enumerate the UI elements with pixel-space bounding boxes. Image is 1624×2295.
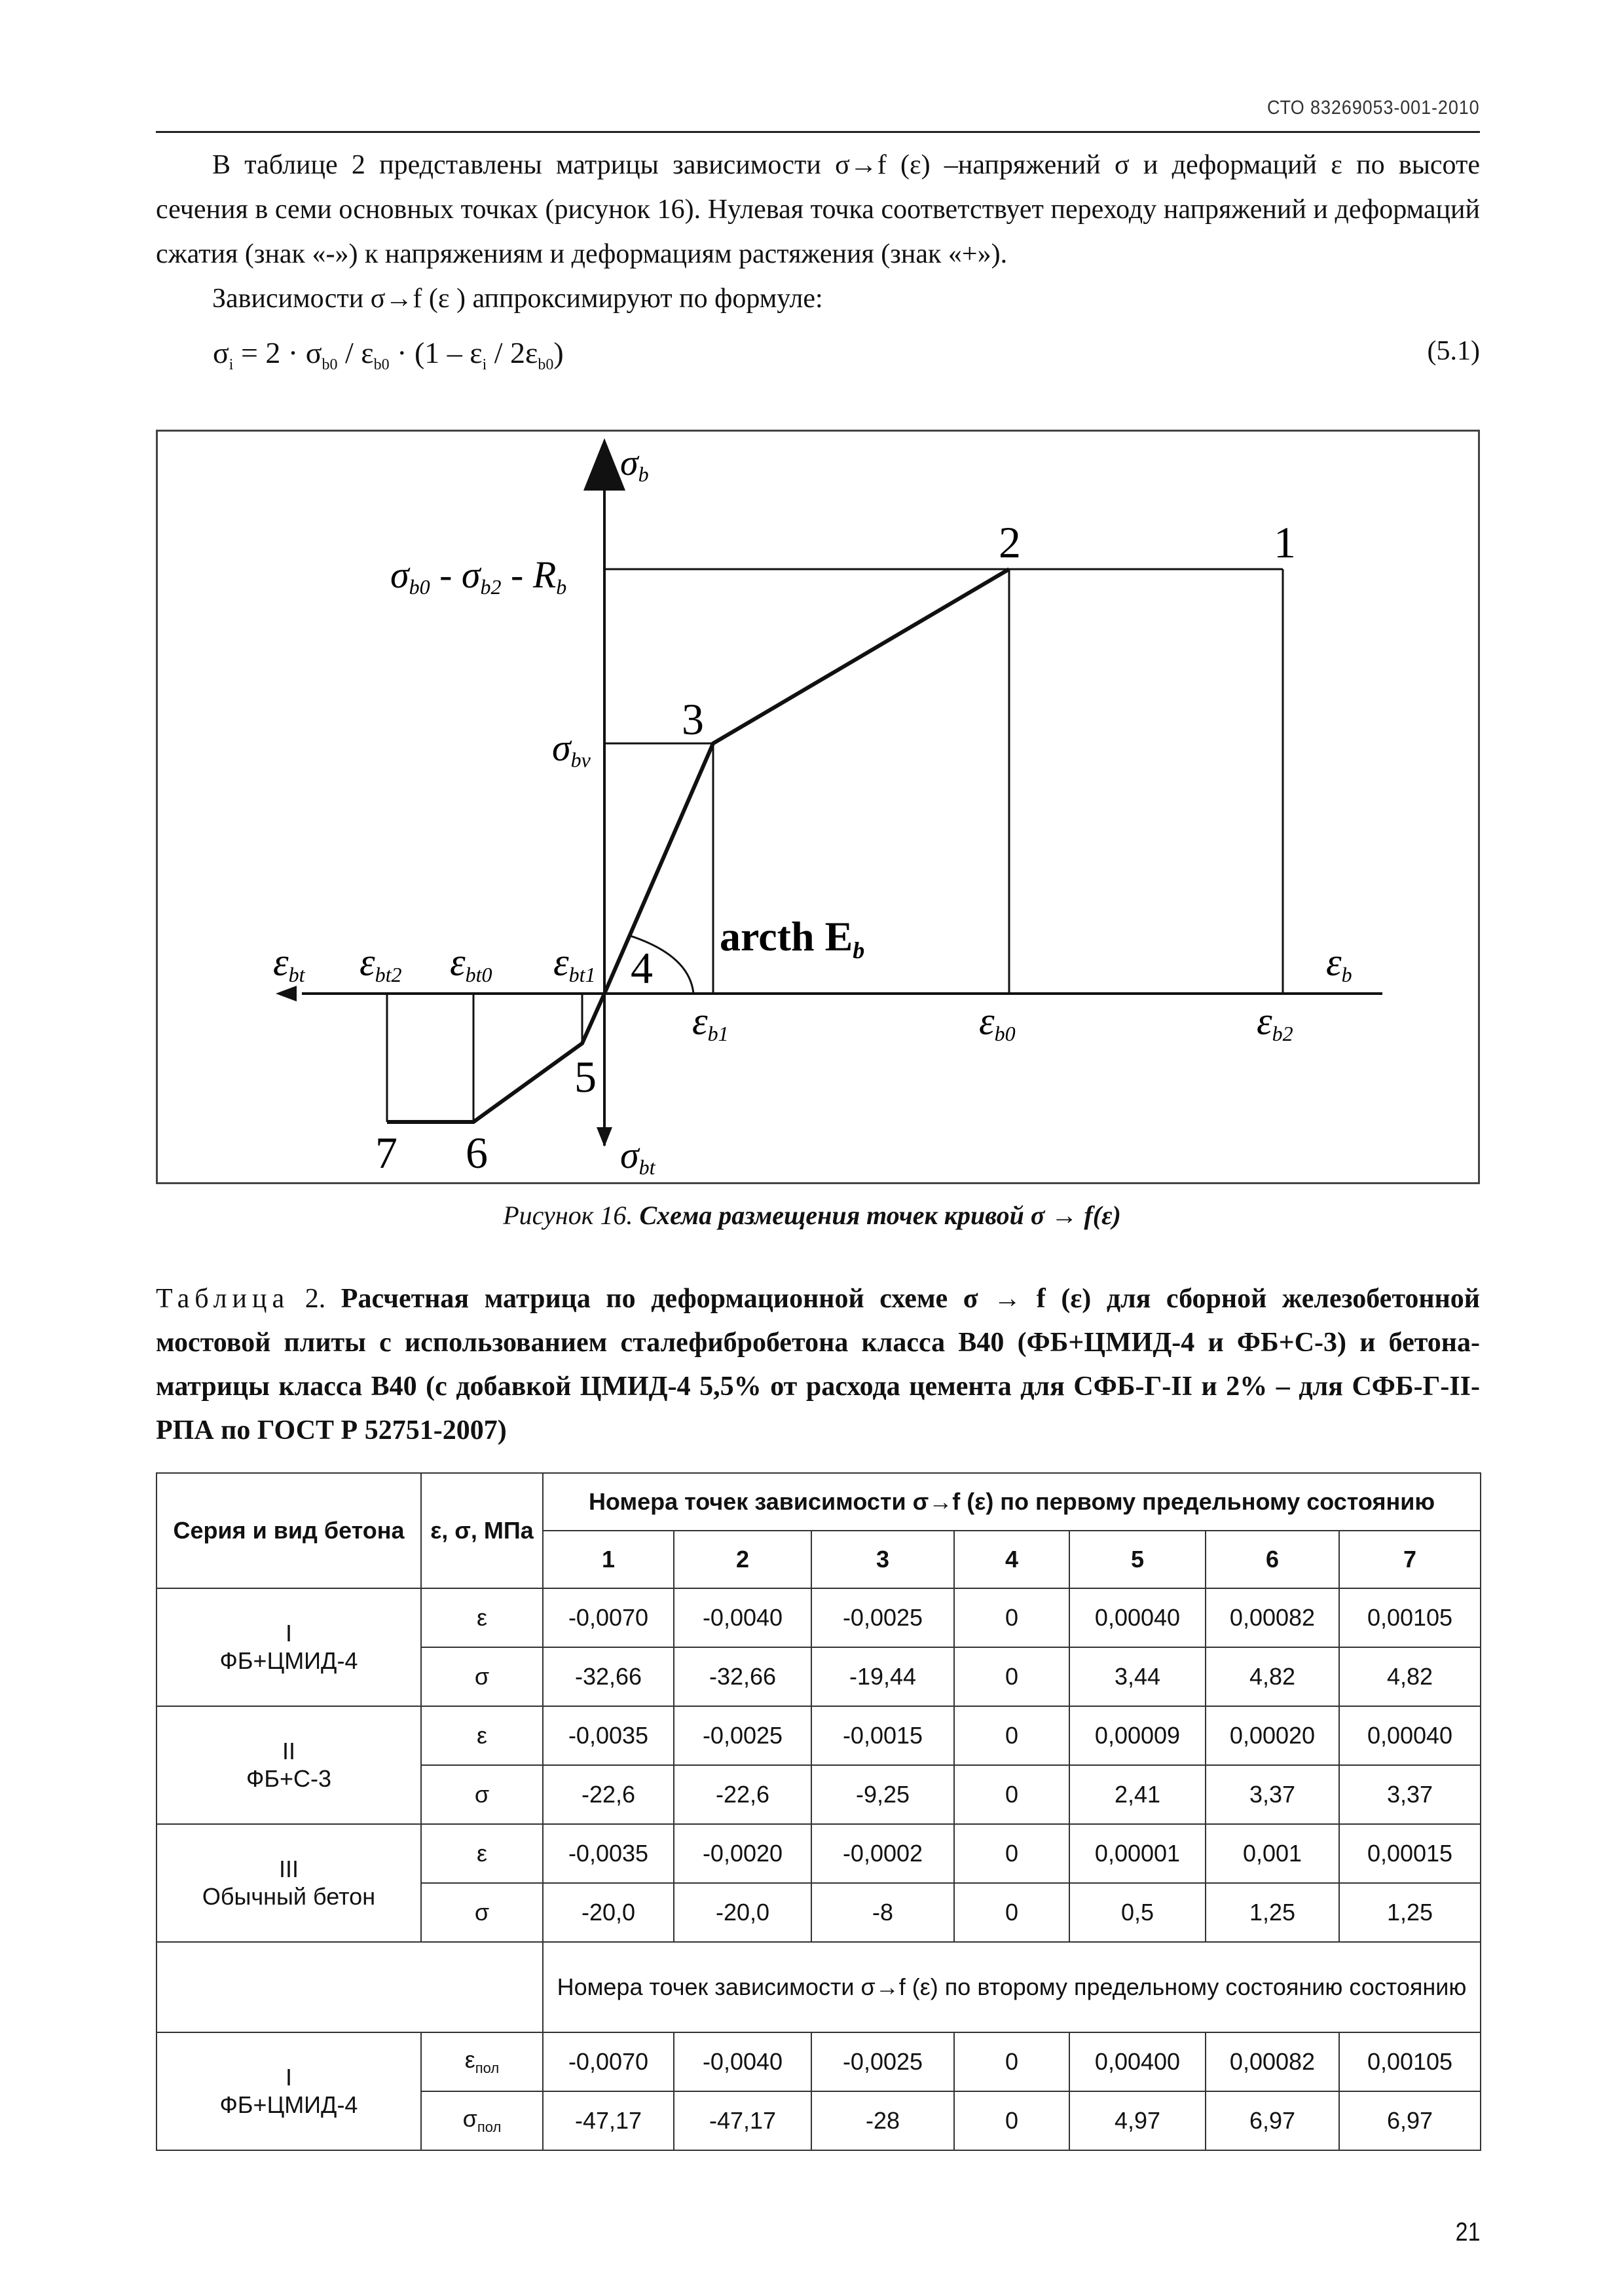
value-cell: -20,0 (674, 1883, 811, 1942)
value-cell: -22,6 (543, 1765, 674, 1824)
value-cell: 0 (954, 1883, 1069, 1942)
param-cell: σ (421, 1765, 543, 1824)
table-row (157, 1824, 1481, 1883)
table-row (157, 1706, 1481, 1765)
label-eps-b2: εb2 (1257, 999, 1293, 1045)
value-cell: 1,25 (1206, 1883, 1339, 1942)
value-cell: -0,0015 (811, 1706, 954, 1765)
value-cell: 0,00009 (1069, 1706, 1206, 1765)
value-cell: 0,00400 (1069, 2032, 1206, 2091)
value-cell: 6,97 (1206, 2091, 1339, 2150)
value-cell: 0,00082 (1206, 1588, 1339, 1647)
table-label: Таблица (156, 1284, 290, 1314)
figure-caption (0, 1200, 1624, 1231)
page-number: 21 (1455, 2218, 1480, 2247)
point-number-header: 1 (543, 1531, 674, 1588)
header-points-state-1: Номера точек зависимости σ→f (ε) по первому предельному состоянию (543, 1473, 1481, 1531)
point-number-header: 6 (1206, 1531, 1339, 1588)
empty-cell (157, 1942, 543, 2032)
value-cell: -20,0 (543, 1883, 674, 1942)
value-cell: 1,25 (1339, 1883, 1481, 1942)
param-cell: ε (421, 1706, 543, 1765)
value-cell: 0,00082 (1206, 2032, 1339, 2091)
label-eps-bt2: εbt2 (360, 941, 402, 986)
sigma-bt-arrow (597, 1127, 612, 1147)
formula-number: (5.1) (1427, 336, 1480, 366)
series-cell: I ФБ+ЦМИД-4 (157, 2032, 421, 2150)
value-cell: 0,001 (1206, 1824, 1339, 1883)
table-row (157, 1942, 1481, 2032)
point-number-header: 3 (811, 1531, 954, 1588)
value-cell: -32,66 (674, 1647, 811, 1706)
value-cell: 6,97 (1339, 2091, 1481, 2150)
label-arcth-eb: arcth Eb (720, 913, 865, 963)
point-7-label: 7 (375, 1128, 397, 1178)
value-cell: 0 (954, 1588, 1069, 1647)
header-param: ε, σ, МПа (421, 1473, 543, 1588)
value-cell: -28 (811, 2091, 954, 2150)
value-cell: -22,6 (674, 1765, 811, 1824)
value-cell: 0,5 (1069, 1883, 1206, 1942)
label-eps-bt1: εbt1 (553, 941, 596, 986)
label-eps-bt: εbt (273, 941, 305, 986)
series-cell: II ФБ+С-3 (157, 1706, 421, 1824)
param-cell: ε (421, 1588, 543, 1647)
value-cell: 0,00040 (1339, 1706, 1481, 1765)
caption-prefix: Рисунок 16. (503, 1201, 633, 1230)
value-cell: 4,82 (1339, 1647, 1481, 1706)
value-cell: 0,00015 (1339, 1824, 1481, 1883)
value-cell: -47,17 (543, 2091, 674, 2150)
table-number: 2. (304, 1284, 326, 1314)
point-number-header: 5 (1069, 1531, 1206, 1588)
value-cell: 3,37 (1339, 1765, 1481, 1824)
point-number-header: 4 (954, 1531, 1069, 1588)
value-cell: 0 (954, 1647, 1069, 1706)
value-cell: -32,66 (543, 1647, 674, 1706)
deformation-matrix-table (156, 1472, 1481, 2151)
point-number-header: 2 (674, 1531, 811, 1588)
value-cell: -0,0040 (674, 1588, 811, 1647)
figure-16 (156, 430, 1480, 1184)
value-cell: 3,37 (1206, 1765, 1339, 1824)
series-cell: III Обычный бетон (157, 1824, 421, 1942)
point-4-label: 4 (631, 943, 653, 993)
value-cell: -0,0035 (543, 1824, 674, 1883)
value-cell: 0 (954, 1765, 1069, 1824)
point-number-header: 7 (1339, 1531, 1481, 1588)
table-title (156, 1277, 1480, 1453)
value-cell: -0,0020 (674, 1824, 811, 1883)
value-cell: -0,0040 (674, 2032, 811, 2091)
label-eps-b1: εb1 (692, 999, 729, 1045)
value-cell: 2,41 (1069, 1765, 1206, 1824)
label-eps-b: εb (1326, 941, 1352, 986)
point-5-label: 5 (574, 1052, 597, 1102)
series-cell: I ФБ+ЦМИД-4 (157, 1588, 421, 1706)
param-cell: σ (421, 1883, 543, 1942)
value-cell: -9,25 (811, 1765, 954, 1824)
label-sigma-b0-b2-rb: σb0 - σb2 - Rb (390, 553, 567, 599)
value-cell: -8 (811, 1883, 954, 1942)
intro-paragraph-2: Зависимости σ→f (ε ) аппроксимируют по формуле: (212, 284, 823, 314)
formula-5-1: $\sigma_i = 2 \cdot \sigma_{b0} / \varepsilon_{b0} \cdot (1 - \varepsilon_i / 2\varepsilon_{b0})$ (213, 336, 564, 374)
label-eps-bt0: εbt0 (450, 941, 492, 986)
header-series: Серия и вид бетона (157, 1473, 421, 1588)
header-points-state-2: Номера точек зависимости σ→f (ε) по второму предельному состоянию состоянию (543, 1942, 1481, 2032)
value-cell: -19,44 (811, 1647, 954, 1706)
table-row (157, 1588, 1481, 1647)
point-3-label: 3 (682, 694, 704, 744)
point-1-label: 1 (1274, 517, 1296, 567)
value-cell: -0,0070 (543, 2032, 674, 2091)
value-cell: -0,0025 (811, 2032, 954, 2091)
value-cell: 0,00040 (1069, 1588, 1206, 1647)
tension-curve (387, 994, 604, 1122)
value-cell: 0 (954, 2032, 1069, 2091)
value-cell: 0 (954, 1824, 1069, 1883)
value-cell: 0,00105 (1339, 2032, 1481, 2091)
value-cell: 4,97 (1069, 2091, 1206, 2150)
label-sigma-bv: σbv (552, 726, 591, 772)
value-cell: 0,00001 (1069, 1824, 1206, 1883)
point-2-label: 2 (999, 517, 1021, 567)
value-cell: -0,0025 (811, 1588, 954, 1647)
caption-title: Схема размещения точек кривой σ → f(ε) (639, 1201, 1121, 1230)
value-cell: 0,00020 (1206, 1706, 1339, 1765)
value-cell: 3,44 (1069, 1647, 1206, 1706)
epsilon-axis-arrow (276, 986, 297, 1001)
intro-paragraph-1: В таблице 2 представлены матрицы зависимости σ→f (ε) –напряжений σ и деформаций ε по высоте сечения в семи основных точках (рисунок 16). Нулевая точка соответствует переходу напряжений и деформаций сжатия (знак «-») к напряжениям и деформациям растяжения (знак «+»). (156, 150, 1480, 269)
table-row (157, 2032, 1481, 2091)
param-cell: $\sigma_{пол}$ (421, 2091, 543, 2150)
value-cell: -0,0025 (674, 1706, 811, 1765)
param-cell: $\varepsilon_{пол}$ (421, 2032, 543, 2091)
table-caption: Расчетная матрица по деформационной схеме σ → f (ε) для сборной железобетонной мостовой плиты с использованием сталефибробетона класса В40 (ФБ+ЦМИД-4 и ФБ+С-3) и бетона-матрицы класса В40 (с добавкой ЦМИД-4 5,5% от расхода цемента для СФБ-Г-II и 2% – для СФБ-Г-II-РПА по ГОСТ Р 52751-2007) (156, 1284, 1481, 1446)
page-header (156, 79, 1480, 133)
document-code: СТО 83269053-001-2010 (1267, 97, 1480, 119)
value-cell: 0 (954, 2091, 1069, 2150)
value-cell: -0,0002 (811, 1824, 954, 1883)
value-cell: 0,00105 (1339, 1588, 1481, 1647)
stress-strain-diagram (158, 432, 1478, 1182)
value-cell: -0,0035 (543, 1706, 674, 1765)
label-eps-b0: εb0 (979, 999, 1016, 1045)
value-cell: 0 (954, 1706, 1069, 1765)
param-cell: σ (421, 1647, 543, 1706)
value-cell: -47,17 (674, 2091, 811, 2150)
value-cell: 4,82 (1206, 1647, 1339, 1706)
point-6-label: 6 (466, 1128, 488, 1178)
value-cell: -0,0070 (543, 1588, 674, 1647)
label-sigma-b: σb (620, 443, 649, 486)
param-cell: ε (421, 1824, 543, 1883)
label-sigma-bt: σbt (620, 1134, 655, 1179)
